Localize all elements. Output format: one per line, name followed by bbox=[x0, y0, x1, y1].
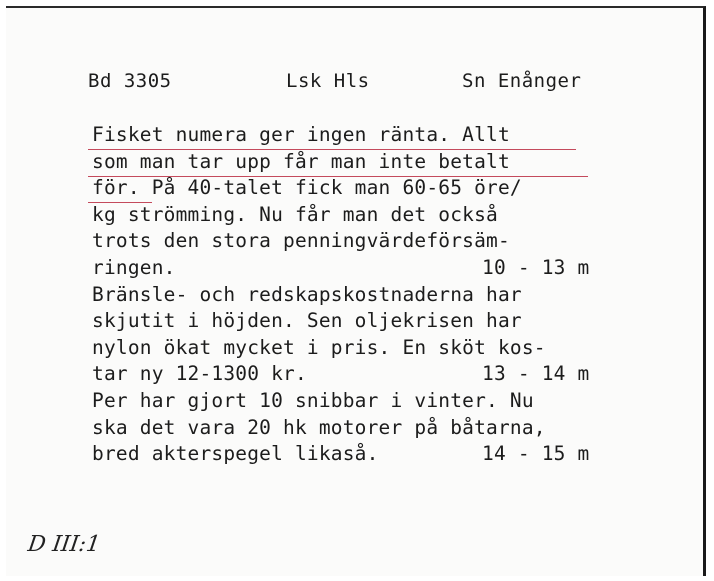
text-line: som man tar upp får man inte betalt bbox=[92, 149, 510, 173]
text-line: Per har gjort 10 snibbar i vinter. Nu bbox=[92, 388, 534, 412]
text-line: Bränsle- och redskapskostnaderna har bbox=[92, 282, 522, 306]
text-line: trots den stora penningvärdeförsäm- bbox=[92, 229, 510, 253]
text-line: nylon ökat mycket i pris. En sköt kos- bbox=[92, 335, 546, 359]
page-reference: 10 - 13 m bbox=[482, 255, 590, 279]
text-line: kg strömming. Nu får man det också bbox=[92, 202, 498, 226]
page-reference: 14 - 15 m bbox=[482, 442, 590, 466]
card-body bbox=[92, 122, 632, 468]
text-line: ringen. 10 - 13 m bbox=[92, 255, 632, 282]
region-code: Lsk Hls bbox=[286, 70, 370, 92]
page-reference: 13 - 14 m bbox=[482, 362, 590, 386]
text-line: ska det vara 20 hk motorer på båtarna, bbox=[92, 415, 546, 439]
card-number: Bd 3305 bbox=[88, 70, 172, 92]
text-line: Fisket numera ger ingen ränta. Allt bbox=[92, 123, 510, 146]
text-line: tar ny 12-1300 kr. 13 - 14 m bbox=[92, 361, 632, 388]
text-line: bred akterspegel likaså. 14 - 15 m bbox=[92, 441, 632, 468]
text-line: för. På 40-talet fick man 60-65 öre/ bbox=[92, 176, 522, 200]
parish-name: Sn Enånger bbox=[462, 70, 582, 92]
handwritten-classification: D III:1 bbox=[26, 532, 102, 557]
text-line: skjutit i höjden. Sen oljekrisen har bbox=[92, 309, 522, 333]
